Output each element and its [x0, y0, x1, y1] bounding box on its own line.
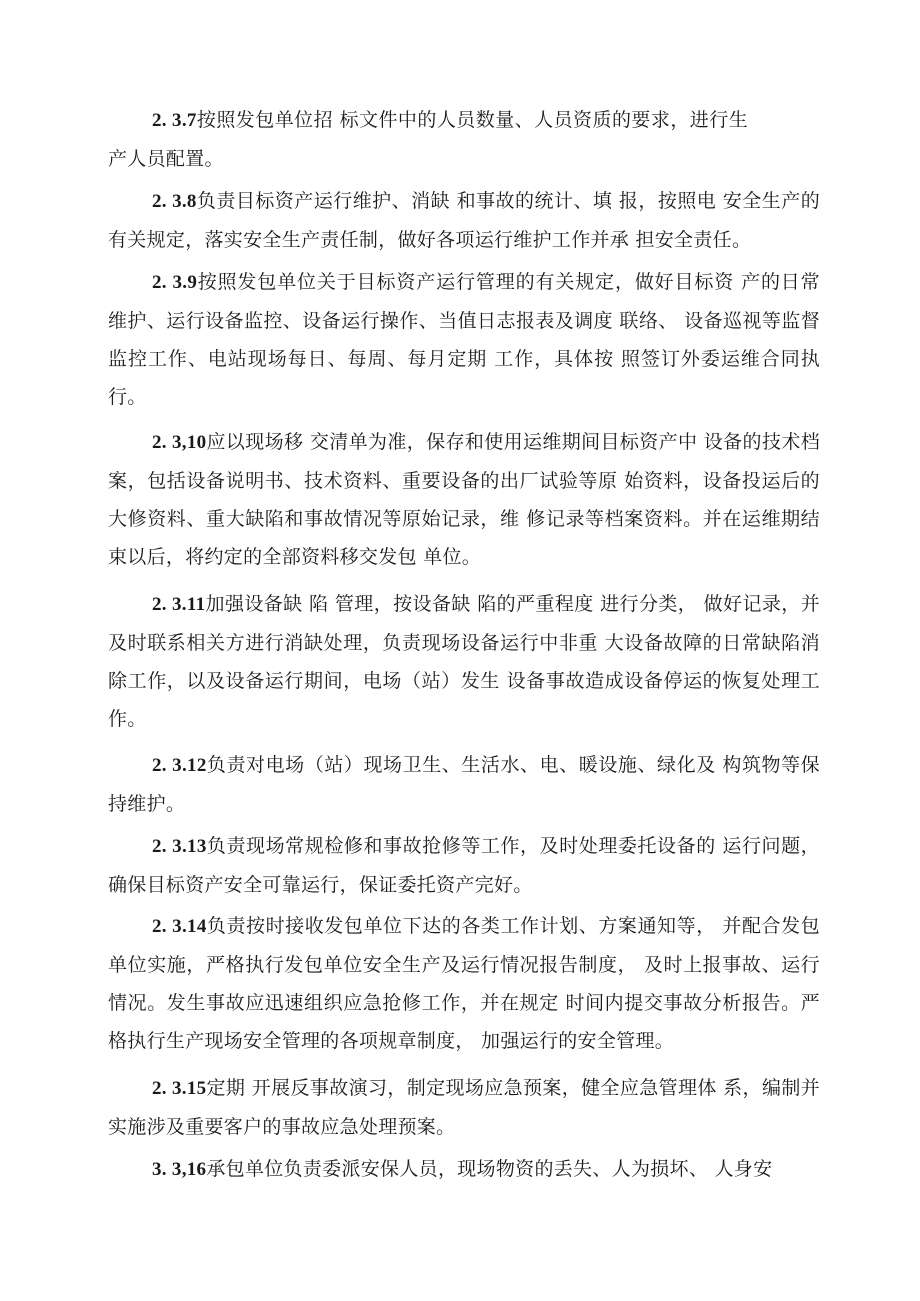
paragraph-3-3-16 [108, 1150, 820, 1189]
clause-text: 加强设备缺 陷 管理，按设备缺 陷的严重程度 进行分类， 做好记录，并及时联系相关方进行消缺处理，负责现场设备运行中非重 大设备故障的日常缺陷消除工作，以及设备运行期间，电场（站）发生 设备事故造成设备停运的恢复处理工作。 [108, 593, 820, 730]
paragraph-2-3-15 [108, 1069, 820, 1146]
clause-number: 3. 3,16 [152, 1159, 207, 1180]
clause-number: 2. 3.15 [152, 1078, 207, 1099]
clause-text: 负责对电场（站）现场卫生、生活水、电、暖设施、绿化及 构筑物等保持维护。 [108, 754, 820, 815]
clause-number: 2. 3,10 [152, 432, 207, 453]
clause-text: 按照发包单位关于目标资产运行管理的有关规定，做好目标资 产的日常维护、运行设备监控、设备运行操作、当值日志报表及调度 联络、 设备巡视等监督监控工作、电站现场每日、每周、每月定期 工作，具体按 照签订外委运维合同执行。 [108, 271, 820, 408]
paragraph-2-3-9 [108, 263, 820, 416]
clause-text: 负责按时接收发包单位下达的各类工作计划、方案通知等， 并配合发包单位实施，严格执行发包单位安全生产及运行情况报告制度， 及时上报事故、运行情况。发生事故应迅速组织应急抢修工作，并在规定 时间内提交事故分析报告。严格执行生产现场安全管理的各项规章制度， 加强运行的安全管理。 [108, 915, 820, 1052]
paragraph-2-3-12 [108, 746, 820, 823]
clause-number: 2. 3.7 [152, 110, 197, 131]
clause-text: 负责目标资产运行维护、消缺 和事故的统计、填 报，按照电 安全生产的有关规定，落实安全生产责任制，做好各项运行维护工作并承 担安全责任。 [108, 190, 820, 251]
clause-text: 负责现场常规检修和事故抢修等工作，及时处理委托设备的 运行问题，确保目标资产安全可靠运行，保证委托资产完好。 [108, 835, 820, 896]
clause-number: 2. 3.14 [152, 916, 207, 937]
clause-number: 2. 3.8 [152, 191, 197, 212]
clause-number: 2. 3.13 [152, 836, 207, 857]
paragraph-2-3-14 [108, 907, 820, 1060]
paragraph-2-3-8 [108, 182, 820, 259]
paragraph-2-3-7 [108, 101, 748, 178]
clause-text: 应以现场移 交清单为准，保存和使用运维期间目标资产中 设备的技术档案，包括设备说明书、技术资料、重要设备的出厂试验等原 始资料，设备投运后的大修资料、重大缺陷和事故情况等原始记录，维 修记录等档案资料。并在运维期结束以后，将约定的全部资料移交发包 单位。 [108, 431, 820, 568]
paragraph-2-3-10 [108, 423, 820, 576]
clause-number: 2. 3.11 [152, 594, 206, 615]
clause-text: 定期 开展反事故演习，制定现场应急预案，健全应急管理体 系，编制并实施涉及重要客户的事故应急处理预案。 [108, 1077, 820, 1138]
paragraph-2-3-13 [108, 827, 820, 904]
clause-text: 按照发包单位招 标文件中的人员数量、人员资质的要求，进行生产人员配置。 [108, 109, 748, 170]
clause-text: 承包单位负责委派安保人员，现场物资的丢失、人为损坏、 人身安 [206, 1158, 773, 1180]
paragraph-2-3-11 [108, 585, 820, 738]
clause-number: 2. 3.12 [152, 755, 207, 776]
clause-number: 2. 3.9 [152, 272, 198, 293]
